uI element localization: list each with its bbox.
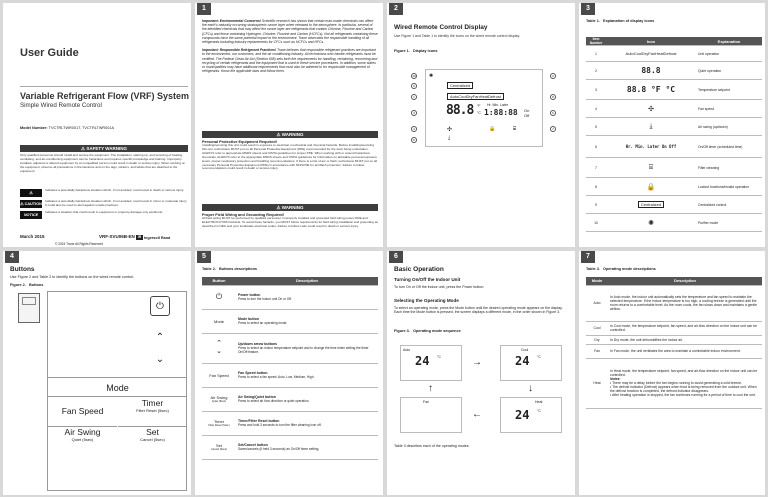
table-row: Set Cancel (5sec) Set/Cancel button Saves/cancels (if held 3 seconds) an On/Off timer setting.	[202, 435, 378, 459]
air-swing-label: Air Swing	[210, 395, 228, 400]
table-row: 1 AutoCoolDryFanHeatDefrost Unit operation	[586, 46, 762, 62]
section-intro: Use Figure 1 and Table 1 to identify the icons on the wired remote control display.	[394, 34, 520, 38]
table-caption: Table 2. Buttons descriptions	[202, 267, 258, 271]
mode-screen-auto: Auto 24 °C	[400, 345, 462, 381]
env-text: Scientific research has shown that certain man-made chemicals can affect the earth's naturally occurring stratospheric ozone layer when released to the atmosphere. In particular, several of the identified chemicals that may affect the ozone layer are refrigerants that contain Chlorine, Fluorine and Carbon (CFCs) and those containing Hydrogen, Chlorine, Fluorine and Carbon (HCFCs). Not all refrigerants containing these compounds have the same potential impact to the environment. Trane advocates the responsible handling of all refrigerants-including industry replacements for CFCs such as HCFCs and HFCs.	[202, 19, 378, 45]
centralized-indicator: Centralized	[638, 201, 664, 208]
hazard-level-notice	[20, 211, 188, 219]
table-row: Fan Speed Fan Speed button Press to select a fan speed: Auto, Low, Medium, High.	[202, 363, 378, 387]
warning-text: Indicates a potentially hazardous situation which, if not avoided, could result in death or serious injury.	[45, 188, 185, 192]
page-3	[579, 3, 765, 247]
table-header: Item Number Icon Explanation	[586, 37, 762, 46]
callout-4: 4	[411, 126, 417, 132]
purifier-icon: ✺	[606, 214, 696, 232]
ppe-text: Installing/servicing this unit could result in exposure to electrical, mechanical and chemical hazards. Before installing/servicing this unit, technicians MUST put on all Personal Protective Equipment (PPE) recommended for the work being undertaken. ALWAYS refer to appropriate MSDS sheets and OSHA guidelines for proper PPE. When working with or around hazardous chemicals, ALWAYS refer to the appropriate MSDS sheets and OSHA guidelines for information on allowable personal exposure levels, proper respiratory protection and handling recommendations. If there is a risk of arc or flash, technicians MUST put on all necessary Personal Protective Equipment (PPE) in accordance with NFPA70E for arc/flash protection. Failure to follow recommendations could result in death or serious injury.	[202, 143, 378, 171]
safety-warning-bar: ⚠ SAFETY WARNING	[20, 145, 188, 152]
swing-icon: ⤓	[606, 118, 696, 136]
display-icons-table	[586, 37, 762, 232]
warning-tag: ⚠	[20, 189, 42, 197]
mode-sequence-figure	[394, 339, 570, 439]
page-7	[579, 251, 765, 495]
arrow-right-icon: →	[472, 357, 482, 368]
section-title: Basic Operation	[394, 266, 444, 273]
table-row: Cool In Cool mode, the temperature setpoint, fan speed, and air-flow direction on the indoor unit can be controlled.	[586, 321, 762, 335]
brand-mark-icon: IR	[137, 235, 142, 239]
filter-icon: ⌸	[513, 126, 517, 132]
resp-text: Trane believes that responsible refrigerant practices are important to the environment, our customers, and the air conditioning industry. All technicians who handle refrigerants must be certified. The Federal Clean Air Act (Section 608) sets forth the requirements for handling, reclaiming, recovering and recycling of certain refrigerants and the equipment that is used in these service procedures. In addition, some states or municipalities may have additional requirements that must also be adhered to for responsible management of refrigerants. Know the applicable laws and follow them.	[202, 48, 378, 74]
resp-title: Important: Responsible Refrigerant Practices!	[202, 48, 277, 53]
notice-text: Indicates a situation that could result in equipment or property-damage only accidents.	[45, 210, 163, 214]
subsection-mode: Selecting the Operating Mode	[394, 298, 459, 303]
doc-title: User Guide	[20, 47, 79, 59]
page-number: 7	[581, 251, 595, 263]
table-row: 5 ⤓ Air swing (up/down)	[586, 118, 762, 136]
down-arrow-button[interactable]: ⌄	[155, 354, 165, 365]
table-row: Fan In Fan mode, the unit ventilates the area to maintain a comfortable indoor environment.	[586, 344, 762, 358]
timer-button[interactable]: Timer Filter Reset (5sec)	[136, 398, 169, 413]
product-name: Variable Refrigerant Flow (VRF) System	[20, 91, 190, 101]
note-item: • After heating operation is stopped, the fan continues running for a period of time to cool the unit.	[610, 393, 756, 397]
brand-logo: IR Ingersoll Rand	[137, 235, 171, 240]
purifier-icon: ✺	[429, 73, 434, 79]
ppe-title: Personal Protective Equipment Required!	[202, 140, 277, 144]
thumbnail-screen	[22, 297, 36, 305]
timer-labels: Hr. Min. Later	[487, 103, 509, 107]
note-item: • The defrost indicator (Defrost) appears when frost is being removed from the outdoor unit. When the defrost function is completed, the defrost indicator disappears.	[610, 385, 757, 393]
callout-7: 7	[550, 126, 556, 132]
grounding-title: Proper Field Wiring and Grounding Required!	[202, 213, 285, 217]
set-button[interactable]: Set Cancel (5sec)	[118, 426, 187, 452]
hazard-level-caution	[20, 200, 188, 208]
section-intro: Use Figure 2 and Table 2 to identify the buttons on the wired remote control.	[10, 275, 134, 279]
mode-indicators: AutoCoolDryFanHeatDefrost	[447, 93, 504, 100]
figure-caption: Figure 1. Display icons	[394, 49, 438, 53]
doc-subtitle: Simple Wired Remote Control	[20, 102, 102, 109]
callout-9: 9	[411, 83, 417, 89]
subsection-power: Turning On/Off the Indoor Unit	[394, 277, 461, 282]
ppe-warning	[202, 131, 378, 171]
page-number: 2	[389, 3, 403, 15]
timer-clock: 1:88:88	[484, 108, 518, 117]
page-cover	[3, 3, 191, 247]
fan-speed-label: Fan Speed	[202, 363, 236, 387]
table-row: 6 Hr. Min. Later On Off On/Off timer (scheduled time)	[586, 136, 762, 158]
caution-text: Indicates a potentially hazardous situation which, if not avoided, could result in minor or moderate injury. It could also be used to alert against unsafe practices.	[45, 199, 188, 207]
arrow-icons: ⌃ ⌄	[202, 333, 236, 363]
callout-5: 5	[411, 137, 417, 143]
section-title: Buttons	[10, 266, 35, 273]
hazard-levels	[20, 189, 188, 219]
set-label: Set	[215, 443, 222, 448]
arrow-up-icon: ↑	[428, 383, 433, 394]
env-title: Important: Environmental Concerns!	[202, 19, 261, 23]
table-row: 2 88.8 Quiet operation	[586, 62, 762, 80]
table-row: 7 ⌸ Filter cleaning	[586, 158, 762, 178]
mode-text: To select an operating mode, press the Mode button until the desired operating mode appears on the display. Each time the Mode button is pressed, the screen displays a different mode, in the order shown in Figure 3.	[394, 306, 563, 315]
grounding-warning	[202, 204, 378, 229]
page-number: 5	[197, 251, 211, 263]
mode-screen-cool: Cool 24 °C	[500, 345, 562, 381]
timer-icon: Hr. Min. Later On Off	[625, 144, 677, 149]
table-row: Dry In Dry mode, the unit dehumidifies the indoor air.	[586, 335, 762, 344]
fan-speed-button[interactable]: Fan Speed	[61, 406, 104, 416]
caution-tag: ⚠ CAUTION	[20, 202, 42, 206]
callout-8: 8	[550, 94, 556, 100]
mode-label: Mode	[202, 309, 236, 333]
swing-icon: ⤓	[448, 135, 451, 141]
lock-icon: 🔒	[489, 126, 496, 132]
page-number: 3	[581, 3, 595, 15]
page-6	[387, 251, 575, 495]
table-header: Button Description	[202, 277, 378, 285]
doc-code: VRF-SVU06B-EN	[99, 234, 135, 239]
up-arrow-button[interactable]: ⌃	[155, 332, 165, 343]
table-row: ⌃ ⌄ Up/down arrow buttons Press to select an indoor temperature setpoint and to change the time when setting the timer On/Off feature.	[202, 333, 378, 363]
power-text: To turn On or Off the indoor unit, press the Power button.	[394, 285, 485, 289]
note-item: • There may be a delay before the fan begins running to avoid generating a cold breeze.	[610, 381, 742, 385]
figure-footnote: Table 3 describes each of the operating modes.	[394, 444, 470, 448]
copyright: © 2015 Trane All Rights Reserved	[55, 242, 104, 246]
arrow-down-icon: ↓	[528, 383, 533, 394]
power-button[interactable]: ⏻	[150, 296, 170, 316]
model-label: Model Number:	[20, 126, 48, 130]
buttons-table	[202, 277, 378, 460]
arrow-left-icon: ←	[472, 409, 482, 420]
env-section	[202, 19, 378, 73]
power-icon: ⏻	[202, 285, 236, 309]
warning-bar: ⚠ WARNING	[202, 131, 378, 138]
table-row: 10 ✺ Purifier mode	[586, 214, 762, 232]
table-caption: Table 3. Operating mode descriptions	[586, 267, 656, 271]
remote-thumbnail	[18, 293, 40, 323]
table-row: Air Swing Quiet (5sec) Air Swing/Quiet button Press to select air flow direction or quiet operation.	[202, 387, 378, 411]
setpoint-digits: 88.8 °F °C	[626, 85, 676, 94]
callout-6: 6	[550, 110, 556, 116]
table-row: Timer Filter Reset (5sec) Timer/Filter Reset button Press and hold 3 seconds to turn the filter cleaning icon off.	[202, 411, 378, 435]
temperature-digits: 88.8	[446, 103, 474, 118]
table-row: Auto In Auto mode, the indoor unit automatically sets the temperature and fan speed to maintain the selected temperature. If the indoor temperature is too high, a cooling breeze is generated until the room returns to a comfortable level. As the room cools, the fan slows down and maintains a gentle airflow.	[586, 285, 762, 321]
table-row: 4 ✣ Fan speed	[586, 100, 762, 118]
table-caption: Table 1. Explanation of display icons	[586, 19, 655, 23]
mode-button[interactable]: Mode	[48, 377, 187, 397]
page-1	[195, 3, 383, 247]
page-5	[195, 251, 383, 495]
lock-icon: 🔒	[606, 178, 696, 196]
callout-3: 3	[411, 110, 417, 116]
page-number: 6	[389, 251, 403, 263]
notice-tag: NOTICE	[20, 211, 42, 219]
centralized-indicator: Centralized	[447, 82, 473, 89]
page-4	[3, 251, 191, 495]
mode-screen-heat: Heat 24 °C	[500, 397, 562, 433]
page-number: 4	[5, 251, 19, 263]
model-value: TVCTRLTWR001T, TVCTRLTWR001A	[48, 126, 115, 130]
remote-button-panel	[47, 291, 187, 491]
grounding-text: All field wiring MUST be performed by qualified personnel. Improperly installed and grounded field wiring poses FIRE and ELECTROCUTION hazards. To avoid these hazards, you MUST follow requirements for field wiring installation and grounding as described in NEC and your local/state electrical codes. Failure to follow code could result in death or serious injury.	[202, 216, 378, 228]
callout-1: 1	[411, 94, 417, 100]
figure-caption: Figure 3. Operating mode sequence	[394, 329, 461, 333]
hazard-level-warning	[20, 189, 188, 197]
warning-bar: ⚠ WARNING	[202, 204, 378, 211]
doc-date: March 2015	[20, 234, 45, 239]
display-figure	[411, 69, 556, 151]
page-number: 1	[197, 3, 211, 15]
operating-modes-table	[586, 277, 762, 409]
callout-10: 10	[412, 74, 416, 78]
fan-icon: ✣	[606, 100, 696, 118]
table-row: 8 🔒 Locked functions/invalid operation	[586, 178, 762, 196]
timer-label: Timer	[213, 419, 225, 424]
callout-2: 2	[550, 73, 556, 79]
table-header: Mode Description	[586, 277, 762, 285]
divider	[20, 86, 188, 87]
filter-icon: ⌸	[606, 158, 696, 178]
section-title: Wired Remote Control Display	[394, 24, 488, 31]
table-row: 9 Centralized Centralized control	[586, 196, 762, 214]
timer-on: On	[524, 108, 530, 113]
timer-off: Off	[524, 113, 530, 118]
mode-indicators: AutoCoolDryFanHeatDefrost	[625, 51, 677, 56]
quiet-digits: 88.8	[641, 66, 661, 75]
table-row: Heat In Heat mode, the temperature setpoint, fan speed, and air-flow direction on the indoor unit can be controlled. Notes: • There may be a delay before the fan begins running to avoid generating a cold breeze. • The defrost indicator (Defrost) appears when frost is being removed from the outdoor unit. When the defrost function is completed, the defrost indicator disappears. • After heating operation is stopped, the fan continues running for a period of time to cool the unit.	[586, 358, 762, 408]
table-row: Mode Mode button Press to select an operating mode.	[202, 309, 378, 333]
table-row: 3 88.8 °F °C Temperature setpoint	[586, 80, 762, 100]
fan-icon: ✣	[447, 127, 453, 133]
page-2	[387, 3, 575, 247]
unit-f: °F	[477, 104, 481, 108]
air-swing-button[interactable]: Air Swing Quiet (5sec)	[48, 426, 117, 452]
mode-screen-fan: Fan	[400, 397, 462, 433]
safety-text: Only qualified personnel should install and service the equipment. The installation, starting up, and servicing of heating, ventilating, and air-conditioning equipment can be hazardous and requires specific knowledge and training. Improperly installed, adjusted or altered equipment by an unqualified person could result in death or serious injury. When working on the equipment, observe all precautions in the literature and on the tags, stickers, and labels that are attached to the equipment.	[20, 153, 186, 173]
safety-box	[20, 145, 188, 174]
table-row: ⏻ Power button Press to turn the indoor unit On or Off.	[202, 285, 378, 309]
model-number	[20, 126, 114, 130]
unit-c: °C	[477, 111, 481, 115]
figure-caption: Figure 2. Buttons	[10, 283, 44, 287]
